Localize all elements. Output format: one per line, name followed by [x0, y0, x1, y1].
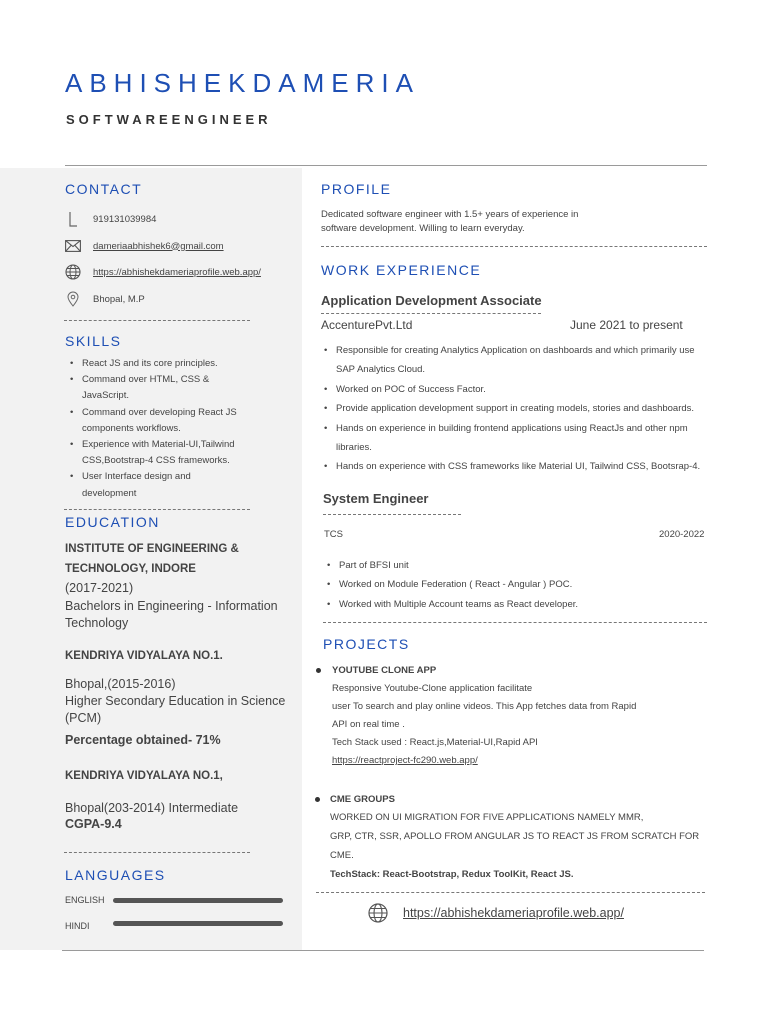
project-2-line: WORKED ON UI MIGRATION FOR FIVE APPLICATIONS NAMELY MMR,	[330, 812, 644, 823]
skills-divider	[64, 509, 250, 510]
job-2-bullet: • Worked with Multiple Account teams as React developer.	[339, 595, 578, 614]
job-1-bullet-continued: libraries.	[336, 442, 372, 454]
contact-website[interactable]	[64, 263, 261, 281]
edu-institute-2-years: Bhopal,(2015-2016)	[65, 677, 176, 691]
languages-heading: LANGUAGES	[65, 867, 166, 883]
contact-email[interactable]	[64, 237, 224, 255]
profile-line: software development. Willing to learn everyday.	[321, 223, 525, 234]
project-1-link[interactable]: https://reactproject-fc290.web.app/	[332, 755, 478, 766]
job-2-dates: 2020-2022	[659, 529, 705, 540]
skill-item: • User Interface design and development	[82, 469, 222, 501]
job-2-responsibilities	[339, 556, 578, 614]
profile-divider	[321, 246, 707, 247]
job-1-bullet: • Hands on experience with CSS frameworks like Material UI, Tailwind CSS, Bootsrap-4.	[336, 457, 700, 476]
experience-divider	[323, 622, 707, 623]
project-1-bullet	[316, 668, 321, 673]
contact-phone	[64, 210, 156, 228]
language-english-bar	[113, 898, 283, 903]
edu-institute-1-line1: INSTITUTE OF ENGINEERING &	[65, 543, 239, 555]
job-1-bullet-continued: SAP Analytics Cloud.	[336, 364, 426, 376]
project-1-line: Responsive Youtube-Clone application facilitate	[332, 683, 533, 694]
project-2-techstack: TechStack: React-Bootstrap, Redux ToolKit, React JS.	[330, 869, 574, 880]
edu-institute-1-line2: TECHNOLOGY, INDORE	[65, 563, 196, 575]
projects-divider	[316, 892, 705, 893]
job-2-title: System Engineer	[323, 491, 429, 506]
job-1-bullet: • Provide application development support in creating models, stories and dashboards.	[336, 399, 700, 418]
language-hindi-bar	[113, 921, 283, 926]
footer-divider	[62, 950, 704, 951]
experience-heading: WORK EXPERIENCE	[321, 262, 482, 278]
projects-heading: PROJECTS	[323, 636, 410, 652]
edu-institute-1-years: (2017-2021)	[65, 581, 134, 595]
job-1-bullet: • Hands on experience in building frontend applications using ReactJs and other npm	[336, 419, 700, 438]
resume-role: SOFTWAREENGINEER	[66, 112, 272, 127]
resume-name: ABHISHEKDAMERIA	[65, 68, 420, 98]
job-1-dates: June 2021 to present	[570, 318, 683, 332]
job-2-bullet: • Worked on Module Federation ( React - Angular ) POC.	[339, 575, 578, 594]
language-hindi: HINDI	[65, 921, 90, 931]
project-1-techstack: Tech Stack used : React.js,Material-UI,Rapid API	[332, 737, 538, 748]
phone-number: 919131039984	[93, 213, 157, 225]
project-1-line: user To search and play online videos. This App fetches data from Rapid	[332, 701, 637, 712]
profile-summary	[321, 208, 578, 236]
edu-institute-3: KENDRIYA VIDYALAYA NO.1,	[65, 770, 223, 782]
skills-heading: SKILLS	[65, 333, 122, 349]
header-divider	[65, 165, 707, 166]
job-1-responsibilities	[336, 341, 700, 477]
project-1-line: API on real time .	[332, 719, 405, 730]
contact-location	[64, 290, 145, 308]
footer-website-link[interactable]: https://abhishekdameriaprofile.web.app/	[403, 906, 624, 920]
job-1-bullet: • Responsible for creating Analytics Application on dashboards and which primarily use	[336, 341, 700, 360]
job-2-bullet: • Part of BFSI unit	[339, 556, 578, 575]
skill-item: • Command over developing React JS components workflows.	[82, 405, 257, 437]
skill-item: • Experience with Material-UI,Tailwind CSS,Bootstrap-4 CSS frameworks.	[82, 437, 257, 469]
contact-heading: CONTACT	[65, 181, 143, 197]
mail-icon	[64, 238, 82, 254]
website-link[interactable]: https://abhishekdameriaprofile.web.app/	[93, 266, 261, 278]
phone-icon	[64, 211, 82, 227]
project-2-bullet	[315, 797, 320, 802]
job-1-company: AccenturePvt.Ltd	[321, 318, 413, 332]
profile-line: Dedicated software engineer with 1.5+ years of experience in	[321, 209, 579, 220]
education-heading: EDUCATION	[65, 514, 160, 530]
location-text: Bhopal, M.P	[93, 293, 145, 305]
language-english: ENGLISH	[65, 895, 105, 905]
project-2-line: GRP, CTR, SSR, APOLLO FROM ANGULAR JS TO REACT JS FROM SCRATCH FOR	[330, 831, 700, 842]
job-2-company: TCS	[324, 529, 343, 540]
globe-icon	[64, 264, 82, 280]
edu-institute-3-score: CGPA-9.4	[65, 817, 122, 831]
edu-institute-1-degree: Bachelors in Engineering - Information Technology	[65, 599, 278, 630]
project-2-line: CME.	[330, 850, 354, 861]
edu-institute-2: KENDRIYA VIDYALAYA NO.1.	[65, 650, 223, 662]
project-2-title: CME GROUPS	[330, 794, 395, 805]
skill-item: • React JS and its core principles.	[82, 356, 272, 372]
job-2-title-divider	[323, 514, 461, 515]
edu-institute-3-years: Bhopal(203-2014) Intermediate	[65, 801, 239, 815]
contact-divider	[64, 320, 250, 321]
edu-institute-1	[65, 539, 239, 579]
globe-icon	[368, 903, 388, 923]
job-1-title: Application Development Associate	[321, 293, 542, 308]
project-1-title: YOUTUBE CLONE APP	[332, 665, 437, 676]
job-1-bullet: • Worked on POC of Success Factor.	[336, 380, 700, 399]
education-divider	[64, 852, 250, 853]
location-pin-icon	[64, 291, 82, 307]
edu-institute-2-degree: Higher Secondary Education in Science (PCM)	[65, 694, 286, 725]
email-link[interactable]: dameriaabhishek6@gmail.com	[93, 240, 224, 252]
job-1-title-divider	[321, 313, 541, 314]
edu-institute-2-score: Percentage obtained- 71%	[65, 733, 221, 747]
profile-heading: PROFILE	[321, 181, 392, 197]
skill-item: • Command over HTML, CSS & JavaScript.	[82, 372, 232, 404]
skills-list	[82, 356, 272, 502]
